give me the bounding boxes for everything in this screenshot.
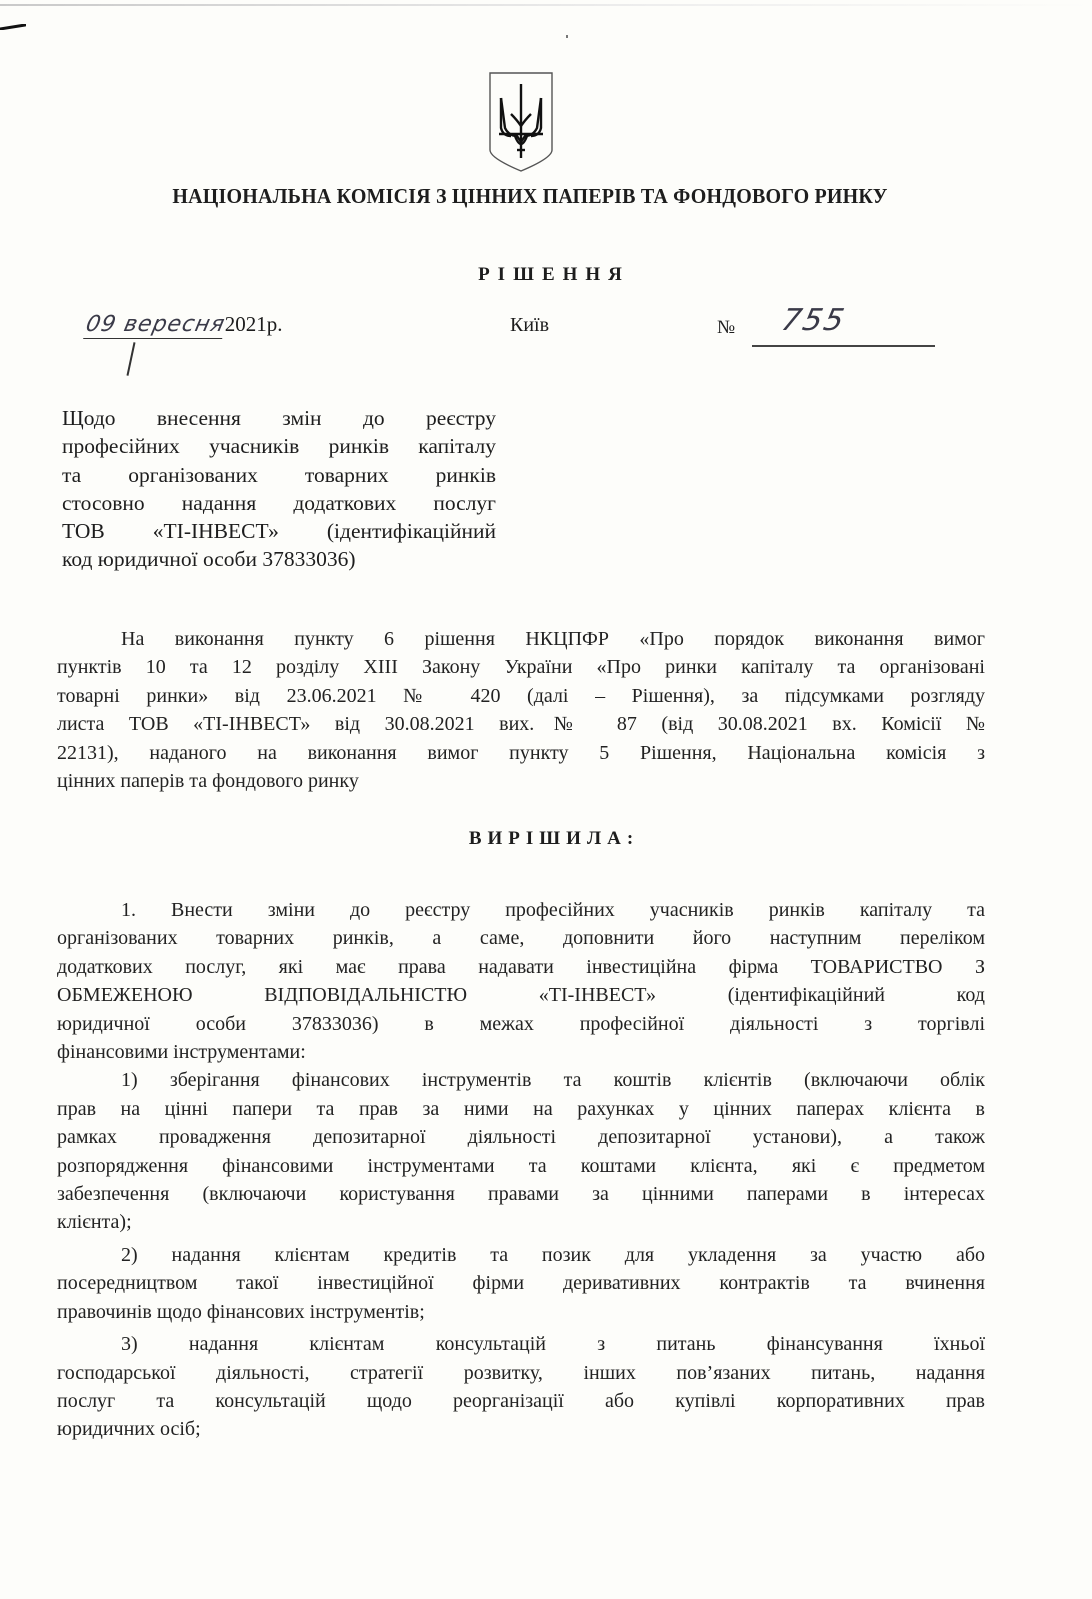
clause-line: організованих товарних ринків, а саме, доповнити його наступним переліком xyxy=(57,927,985,950)
item-line: правочинів щодо фінансових інструментів; xyxy=(57,1300,425,1323)
clause-line: ОБМЕЖЕНОЮ ВІДПОВІДАЛЬНІСТЮ «ТІ-ІНВЕСТ» (ідентифікаційний код xyxy=(57,984,985,1007)
item-line: рамках провадження депозитарної діяльності депозитарної установи), а також xyxy=(57,1126,985,1149)
number-underline xyxy=(752,345,935,347)
scan-speck xyxy=(566,35,568,38)
subject-line: стосовно надання додаткових послуг xyxy=(62,490,496,515)
pen-mark-icon xyxy=(0,24,26,30)
item-line: прав на цінні папери та прав за ними на рахунках у цінних паперах клієнта в xyxy=(57,1097,985,1120)
number-sign: № xyxy=(717,317,736,338)
preamble-paragraph xyxy=(57,625,985,795)
preamble-line: товарні ринки» від 23.06.2021 № 420 (далі – Рішення), за підсумками розгляду xyxy=(57,684,985,707)
item-line: 1) зберігання фінансових інструментів та коштів клієнтів (включаючи облік xyxy=(121,1069,985,1092)
organization-title: НАЦІОНАЛЬНА КОМІСІЯ З ЦІННИХ ПАПЕРІВ ТА ФОНДОВОГО РИНКУ xyxy=(172,184,888,208)
handwritten-number: 755 xyxy=(778,303,849,338)
list-item-3 xyxy=(57,1330,985,1444)
subject-line: код юридичної особи 37833036) xyxy=(62,547,356,572)
date-year: 2021р. xyxy=(224,312,283,336)
clause-line: додаткових послуг, які має права надавати інвестиційна фірма ТОВАРИСТВО З xyxy=(57,955,985,978)
preamble-line: На виконання пункту 6 рішення НКЦПФР «Про порядок виконання вимог xyxy=(121,628,985,650)
list-item-1 xyxy=(57,1066,985,1236)
clause-line: 1. Внести зміни до реєстру професійних учасників ринків капіталу та xyxy=(121,899,985,921)
pen-stroke xyxy=(126,342,135,376)
decision-date xyxy=(83,312,283,339)
item-line: клієнта); xyxy=(57,1211,132,1234)
document-type-heading: РІШЕННЯ xyxy=(478,264,630,285)
city-label: Київ xyxy=(510,314,550,336)
item-line: господарської діяльності, стратегії розвитку, інших пов’язаних питань, надання xyxy=(57,1361,985,1384)
scan-edge-line xyxy=(0,4,1092,6)
preamble-line: цінних паперів та фондового ринку xyxy=(57,770,359,793)
preamble-line: 22131), наданого на виконання вимог пункту 5 Рішення, Національна комісія з xyxy=(57,741,985,764)
clause-line: фінансовими інструментами: xyxy=(57,1041,306,1064)
clause-line: юридичної особи 37833036) в межах професійної діяльності з торгівлі xyxy=(57,1012,985,1035)
item-line: 2) надання клієнтам кредитів та позик для укладення за участю або xyxy=(121,1243,985,1266)
subject-line: ТОВ «ТІ-ІНВЕСТ» (ідентифікаційний xyxy=(62,519,496,544)
item-line: розпорядження фінансовими інструментами та коштами клієнта, які є предметом xyxy=(57,1154,985,1177)
subject-line: Щодо внесення змін до реєстру xyxy=(62,406,496,430)
item-line: посередництвом такої інвестиційної фірми деривативних контрактів та вчинення xyxy=(57,1272,985,1295)
handwritten-date: 09 вересня xyxy=(83,312,228,337)
decision-heading: ВИРІШИЛА: xyxy=(468,828,640,849)
preamble-line: пунктів 10 та 12 розділу XIII Закону України «Про ринки капіталу та організовані xyxy=(57,656,985,679)
subject-line: та організованих товарних ринків xyxy=(62,462,496,487)
item-line: юридичних осіб; xyxy=(57,1418,201,1441)
clause-1-paragraph xyxy=(57,896,985,1444)
list-item-2 xyxy=(57,1241,985,1326)
item-line: забезпечення (включаючи користування правами за цінними паперами в інтересах xyxy=(57,1183,985,1206)
decision-number xyxy=(717,303,937,347)
trident-coat-of-arms-icon xyxy=(487,70,555,174)
preamble-line: листа ТОВ «ТІ-ІНВЕСТ» від 30.08.2021 вих.№ 87 (від 30.08.2021 вх. Комісії № xyxy=(57,713,985,736)
item-line: 3) надання клієнтам консультацій з питань фінансування їхньої xyxy=(121,1333,985,1356)
subject-line: професійних учасників ринків капіталу xyxy=(62,434,496,459)
item-line: послуг та консультацій щодо реорганізації або купівлі корпоративних прав xyxy=(57,1389,985,1412)
subject-block xyxy=(62,404,496,574)
